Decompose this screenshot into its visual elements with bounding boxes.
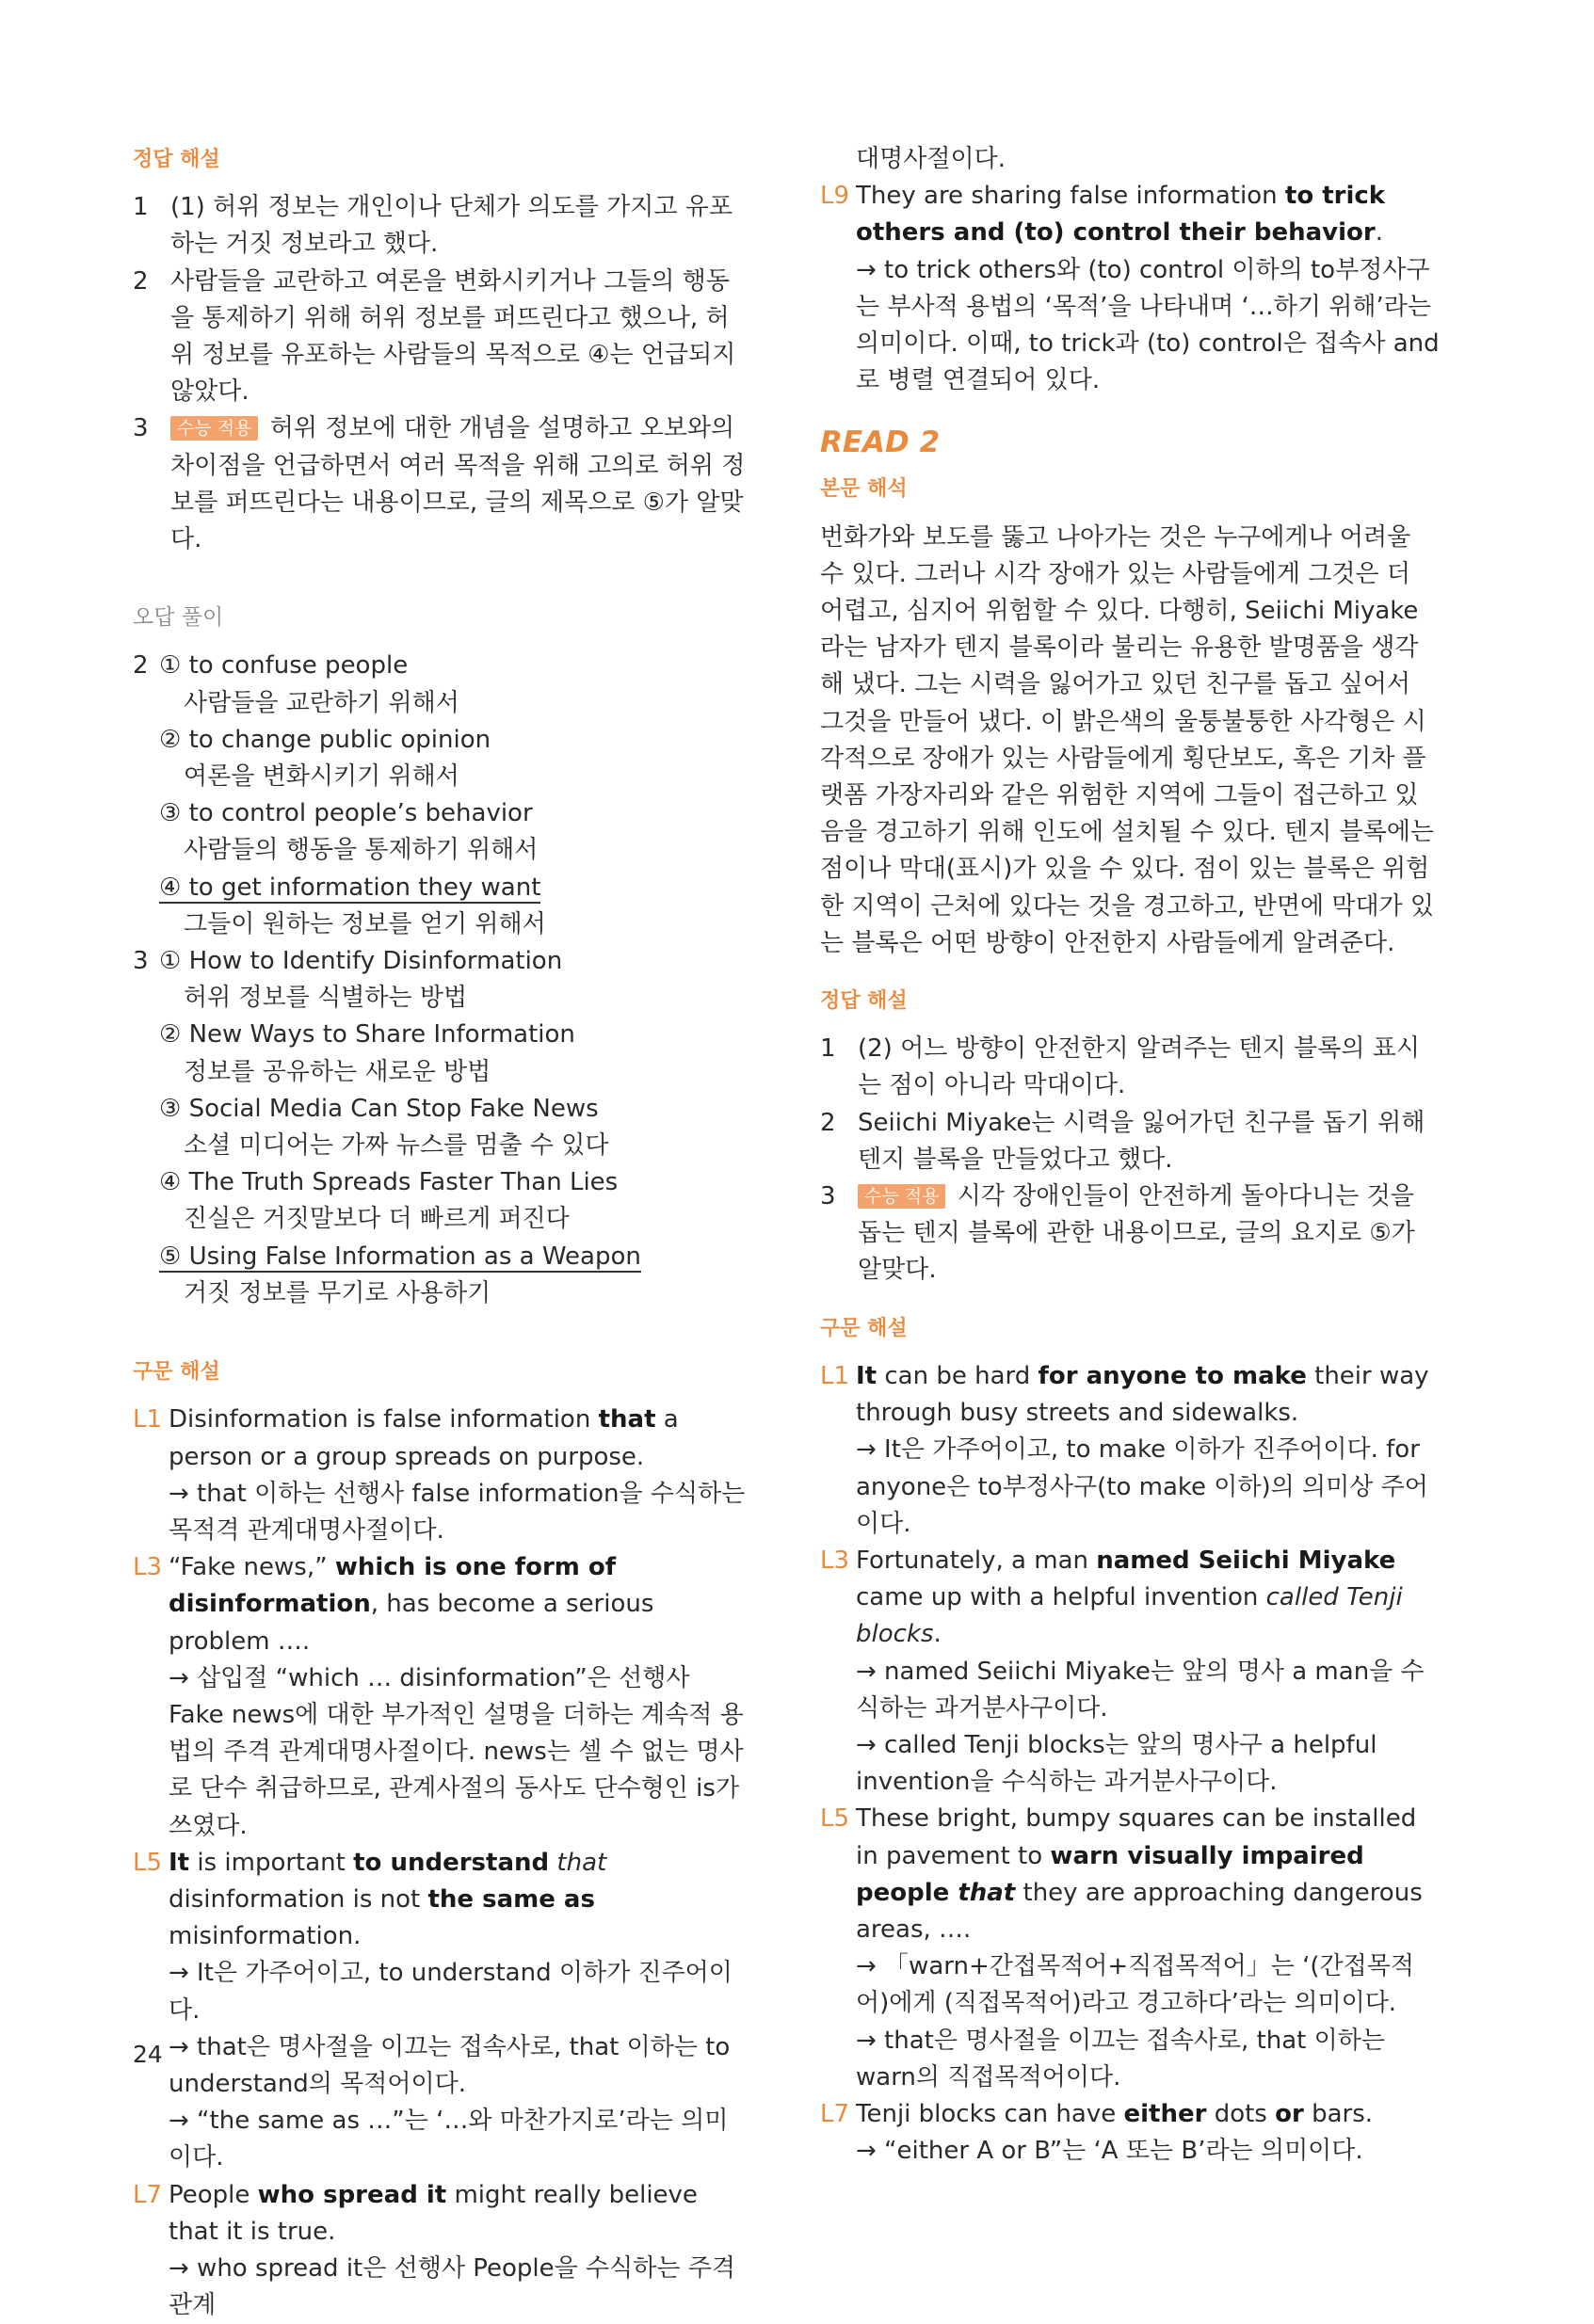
option-ko: 소셜 미디어는 가짜 뉴스를 멈출 수 있다	[184, 1131, 609, 1161]
syntax-line: L1 Disinformation is false information that a person or a group spreads on purpose. → that 이하는 선행사 false information을 수식하는 목적격 관계대명사절이다.	[133, 1402, 750, 1549]
syntax-line: L7 Tenji blocks can have either dots or bars. → “either A or B”는 ‘A 또는 B’라는 의미이다.	[820, 2096, 1441, 2170]
answer-explanation-heading: 정답 해설	[820, 989, 908, 1014]
right-column	[820, 141, 1441, 2170]
wrong-answer-heading: 오답 풀이	[133, 605, 224, 631]
option-en: ② New Ways to Share Information	[159, 1020, 575, 1050]
answer-item: 3 수능 적용 허위 정보에 대한 개념을 설명하고 오보와의 차이점을 언급하면서 여러 목적을 위해 고의로 허위 정보를 퍼뜨린다는 내용이므로, 글의 제목으로 ⑤가 알맞다.	[133, 414, 746, 554]
option-en: ② to change public opinion	[159, 725, 491, 754]
syntax-note: → named Seiichi Miyake는 앞의 명사 a man을 수식하는 과거분사구이다.	[856, 1657, 1425, 1723]
option-ko: 그들이 원하는 정보를 얻기 위해서	[184, 909, 546, 938]
answer-item: 3 수능 적용 시각 장애인들이 안전하게 돌아다니는 것을 돕는 텐지 블록에 관한 내용이므로, 글의 요지로 ⑤가 알맞다.	[820, 1182, 1415, 1285]
option-en-underlined: ④ to get information they want	[159, 873, 541, 902]
answer-item: 2 사람들을 교란하고 여론을 변화시키거나 그들의 행동을 통제하기 위해 허위 정보를 퍼뜨린다고 했으나, 허위 정보를 유포하는 사람들의 목적으로 ④는 언급되지 않았다.	[133, 266, 736, 407]
syntax-note: → 「warn+간접목적어+직접목적어」는 ‘(간접목적어)에게 (직접목적어)라고 경고하다’라는 의미이다.	[856, 1952, 1414, 2018]
option-ko: 허위 정보를 식별하는 방법	[184, 984, 468, 1013]
option-en: ③ to control people’s behavior	[159, 799, 533, 828]
syntax-note: → “the same as …”는 ‘…와 마찬가지로’라는 의미이다.	[169, 2107, 729, 2172]
syntax-line: L5 It is important to understand that disinformation is not the same as misinformation. → It은 가주어이고, to understand 이하가 진주어이다. → that은 명사절을 이끄는 접속사로, that 이하는 to understand의 목적어이다. → “the same as …”는 ‘…와 마찬가지로’라는 의미이다.	[133, 1845, 750, 2177]
section-title: READ 2	[820, 425, 941, 460]
syntax-note: → that은 명사절을 이끄는 접속사로, that 이하는 warn의 직접목적어이다.	[856, 2026, 1385, 2092]
answer-item: 1 (1) 허위 정보는 개인이나 단체가 의도를 가지고 유포하는 거짓 정보라고 했다.	[133, 193, 733, 259]
syntax-note: → to trick others와 (to) control 이하의 to부정사구는 부사적 용법의 ‘목적’을 나타내며 ‘…하기 위해’라는 의미이다. 이때, to trick과 (to) control은 접속사 and로 병렬 연결되어 있다.	[856, 255, 1440, 395]
suneung-badge: 수능 적용	[858, 1184, 945, 1209]
syntax-line: L7 People who spread it might really believe that it is true. → who spread it은 선행사 People을 수식하는 주격 관계	[133, 2177, 750, 2324]
left-column	[133, 141, 750, 2324]
syntax-line: L5 These bright, bumpy squares can be installed in pavement to warn visually impaired people that they are approaching dangerous areas, …. → 「warn+간접목적어+직접목적어」는 ‘(간접목적어)에게 (직접목적어)라고 경고하다’라는 의미이다. → that은 명사절을 이끄는 접속사로, that 이하는 warn의 직접목적어이다.	[820, 1801, 1441, 2096]
answer-item: 2 Seiichi Miyake는 시력을 잃어가던 친구를 돕기 위해 텐지 블록을 만들었다고 했다.	[820, 1108, 1425, 1174]
carry-over-text: 대명사절이다.	[856, 145, 1006, 173]
translation-paragraph: 번화가와 보도를 뚫고 나아가는 것은 누구에게나 어려울 수 있다. 그러나 시각 장애가 있는 사람들에게 그것은 더 어렵고, 심지어 위험할 수 있다. 다행히, Seiichi Miyake라는 남자가 텐지 블록이라 불리는 유용한 발명품을 생각해 냈다. 그는 시력을 잃어가고 있던 친구를 돕고 싶어서 그것을 만들어 냈다. 이 밝은색의 울퉁불퉁한 사각형은 시각적으로 장애가 있는 사람들에게 횡단보도, 혹은 기차 플랫폼 가장자리와 같은 위험한 지역에 그들이 접근하고 있음을 경고하기 위해 인도에 설치될 수 있다. 텐지 블록에는 점이나 막대(표시)가 있을 수 있다. 점이 있는 블록은 위험한 지역이 근처에 있다는 것을 경고하고, 반면에 막대가 있는 블록은 어떤 방향이 안전한지 사람들에게 알려준다.	[820, 522, 1435, 957]
answer-explanation-heading: 정답 해설	[133, 148, 220, 171]
option-ko: 사람들의 행동을 통제하기 위해서	[184, 836, 539, 865]
suneung-badge: 수능 적용	[170, 416, 258, 441]
page-number: 24	[133, 2041, 163, 2068]
wrong-answer-q3: 3 ① How to Identify Disinformation 허위 정보를 식별하는 방법	[133, 943, 750, 1017]
wrong-answer-q2: 2 ① to confuse people 사람들을 교란하기 위해서	[133, 648, 750, 721]
syntax-line: L9 They are sharing false information to trick others and (to) control their behavior. → to trick others와 (to) control 이하의 to부정사구는 부사적 용법의 ‘목적’을 나타내며 ‘…하기 위해’라는 의미이다. 이때, to trick과 (to) control은 접속사 and로 병렬 연결되어 있다.	[820, 178, 1441, 399]
answer-item: 1 (2) 어느 방향이 안전한지 알려주는 텐지 블록의 표시는 점이 아니라 막대이다.	[820, 1034, 1421, 1100]
option-en: ① to confuse people	[159, 651, 409, 681]
syntax-note: → called Tenji blocks는 앞의 명사구 a helpful invention을 수식하는 과거분사구이다.	[856, 1730, 1377, 1797]
option-ko: 정보를 공유하는 새로운 방법	[184, 1057, 491, 1086]
option-ko: 사람들을 교란하기 위해서	[184, 688, 459, 717]
option-en: ③ Social Media Can Stop Fake News	[159, 1094, 599, 1123]
option-ko: 거짓 정보를 무기로 사용하기	[184, 1278, 491, 1307]
translation-heading: 본문 해석	[820, 477, 908, 502]
syntax-note: → It은 가주어이고, to understand 이하가 진주어이다.	[169, 1959, 733, 2025]
syntax-note: → It은 가주어이고, to make 이하가 진주어이다. for anyone은 to부정사구(to make 이하)의 의미상 주어이다.	[856, 1435, 1428, 1538]
syntax-heading: 구문 해설	[133, 1360, 220, 1385]
syntax-heading: 구문 해설	[820, 1316, 908, 1340]
syntax-note: → 삽입절 “which … disinformation”은 선행사 Fake news에 대한 부가적인 설명을 더하는 계속적 용법의 주격 관계대명사절이다. news는 셀 수 없는 명사로 단수 취급하므로, 관계사절의 동사도 단수형인 is가 쓰였다.	[169, 1663, 744, 1840]
syntax-line: L3 Fortunately, a man named Seiichi Miyake came up with a helpful invention called Tenji blocks. → named Seiichi Miyake는 앞의 명사 a man을 수식하는 과거분사구이다. → called Tenji blocks는 앞의 명사구 a helpful invention을 수식하는 과거분사구이다.	[820, 1543, 1441, 1801]
option-en: ④ The Truth Spreads Faster Than Lies	[159, 1168, 619, 1197]
syntax-line: L1 It can be hard for anyone to make their way through busy streets and sidewalks. → It은 가주어이고, to make 이하가 진주어이다. for anyone은 to부정사구(to make 이하)의 의미상 주어이다.	[820, 1358, 1441, 1543]
syntax-line: L3 “Fake news,” which is one form of disinformation, has become a serious problem …. → 삽입절 “which … disinformation”은 선행사 Fake news에 대한 부가적인 설명을 더하는 계속적 용법의 주격 관계대명사절이다. news는 셀 수 없는 명사로 단수 취급하므로, 관계사절의 동사도 단수형인 is가 쓰였다.	[133, 1549, 750, 1845]
syntax-note: → “either A or B”는 ‘A 또는 B’라는 의미이다.	[856, 2137, 1363, 2166]
syntax-note: → that은 명사절을 이끄는 접속사로, that 이하는 to understand의 목적어이다.	[169, 2032, 731, 2098]
option-ko: 진실은 거짓말보다 더 빠르게 퍼진다	[184, 1205, 570, 1234]
syntax-note: → who spread it은 선행사 People을 수식하는 주격 관계	[169, 2253, 735, 2320]
option-en: ① How to Identify Disinformation	[159, 947, 563, 976]
option-en-underlined: ⑤ Using False Information as a Weapon	[159, 1242, 641, 1271]
option-ko: 여론을 변화시키기 위해서	[184, 762, 459, 792]
syntax-note: → that 이하는 선행사 false information을 수식하는 목적격 관계대명사절이다.	[169, 1479, 746, 1545]
